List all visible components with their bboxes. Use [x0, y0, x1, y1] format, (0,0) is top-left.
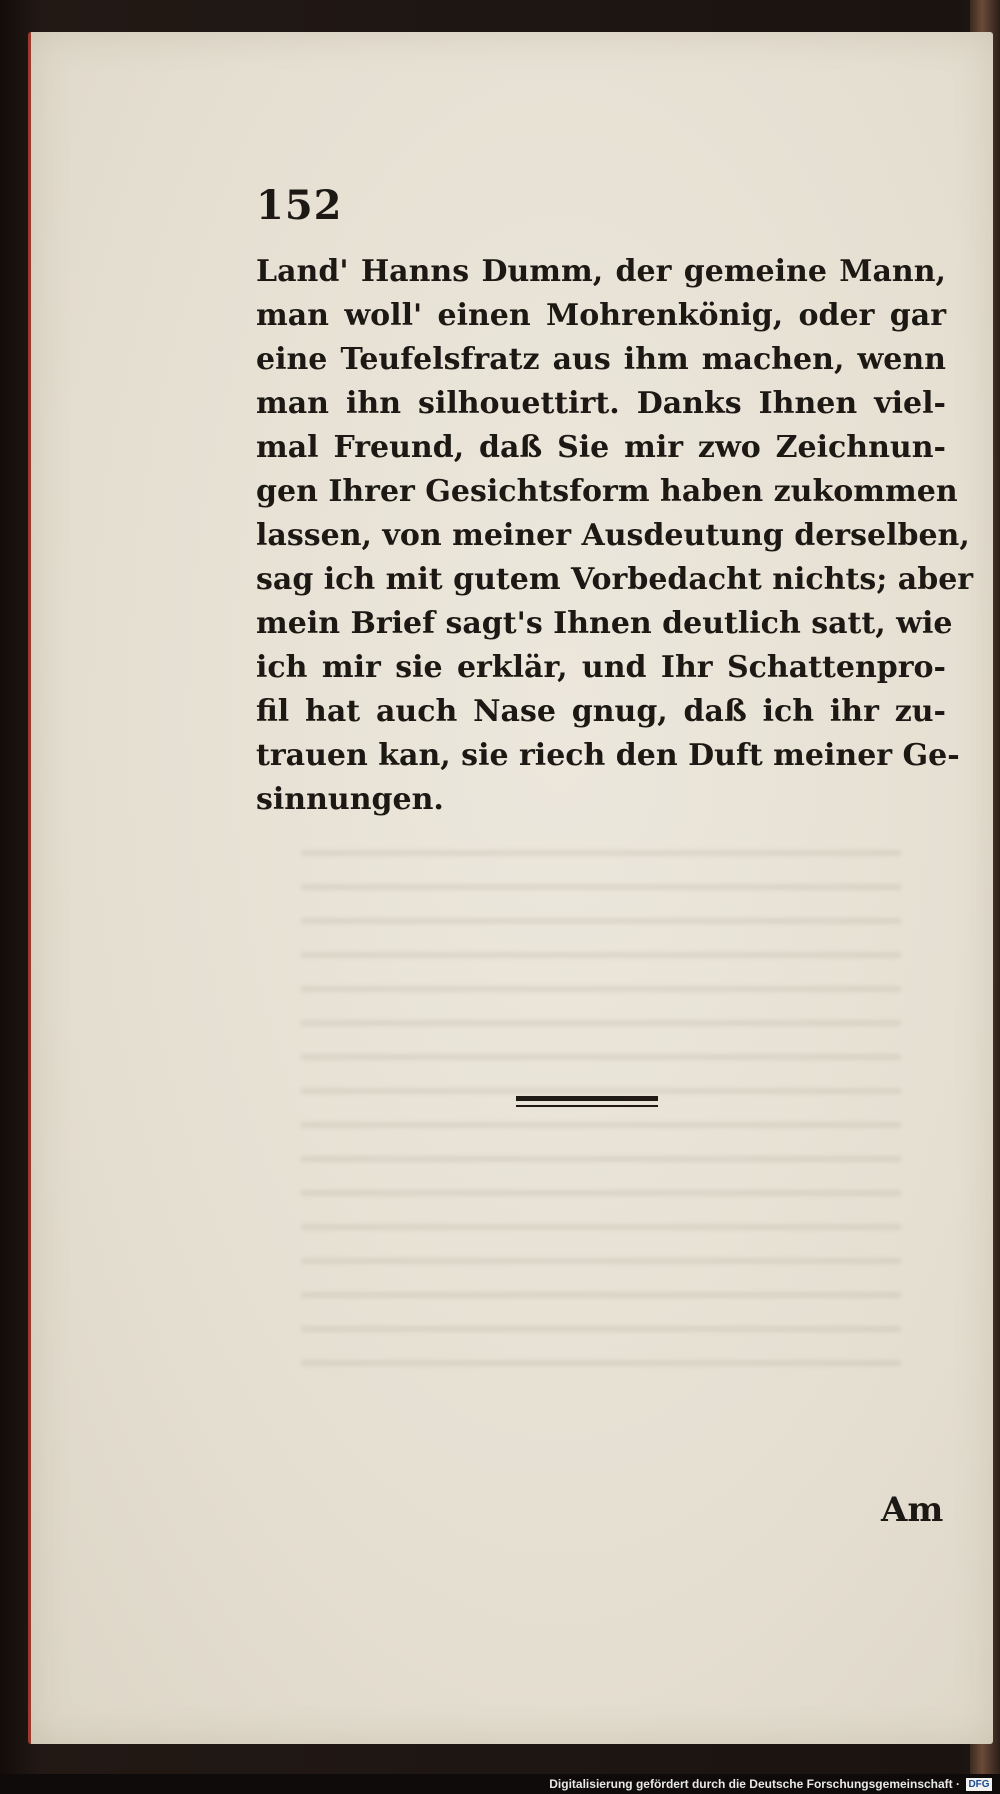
text-line: fil hat auch Nase gnug, daß ich ihr zu-: [256, 694, 946, 729]
funding-credit: Digitalisierung gefördert durch die Deutsche Forschungsgemeinschaft ·: [549, 1777, 960, 1791]
divider-thin-line: [516, 1105, 658, 1107]
dfg-logo-icon: DFG: [966, 1778, 992, 1791]
body-text: [256, 250, 974, 822]
divider-thick-line: [516, 1096, 658, 1101]
catchword: Am: [881, 1490, 944, 1530]
text-line: ich mir sie erklär, und Ihr Schattenpro-: [256, 650, 946, 685]
text-line: sag ich mit gutem Vorbedacht nichts; aber: [256, 562, 974, 597]
section-divider-rule: [516, 1096, 658, 1110]
text-line: mein Brief sagt's Ihnen deutlich satt, wie: [256, 606, 953, 641]
text-line: man woll' einen Mohrenkönig, oder gar: [256, 298, 946, 333]
text-line: lassen, von meiner Ausdeutung derselben,: [256, 518, 970, 553]
digitization-footer: [0, 1774, 1000, 1794]
text-line: gen Ihrer Gesichtsform haben zukommen: [256, 474, 958, 509]
text-line: mal Freund, daß Sie mir zwo Zeichnun-: [256, 430, 946, 465]
text-line: eine Teufelsfratz aus ihm machen, wenn: [256, 342, 946, 377]
text-line: sinnungen.: [256, 782, 444, 817]
text-line: man ihn silhouettirt. Danks Ihnen viel-: [256, 386, 946, 421]
book-page: [28, 32, 993, 1744]
text-line: trauen kan, sie riech den Duft meiner Ge-: [256, 738, 960, 773]
text-line: Land' Hanns Dumm, der gemeine Mann,: [256, 254, 946, 289]
page-number: 152: [256, 182, 343, 229]
